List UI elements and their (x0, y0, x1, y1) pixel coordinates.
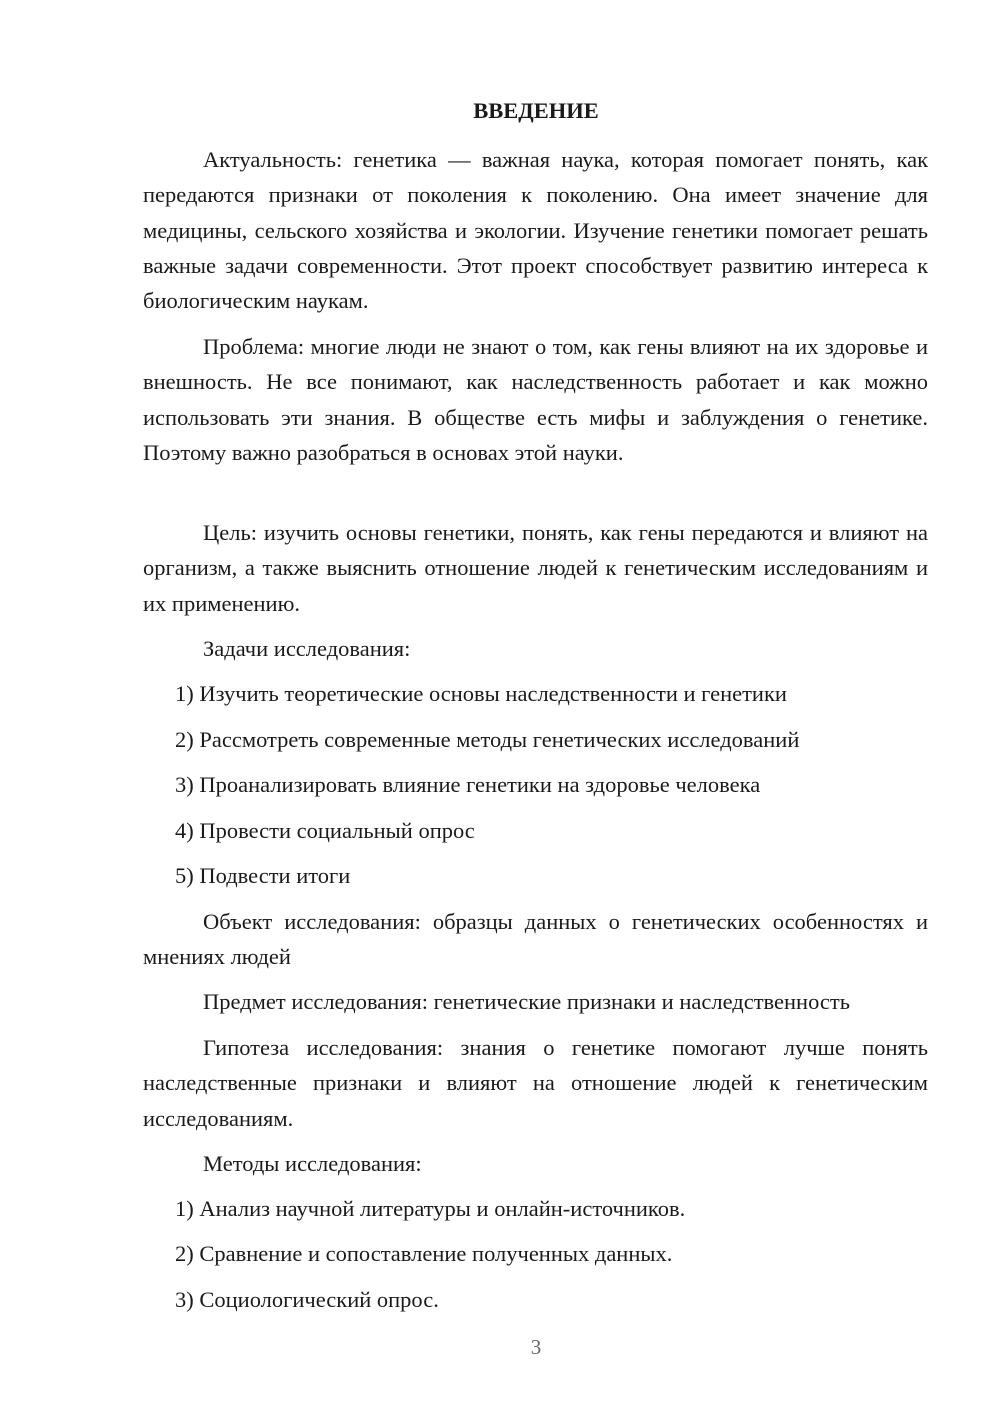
method-item-2: 2) Сравнение и сопоставление полученных данных. (175, 1241, 673, 1266)
section-title: ВВЕДЕНИЕ (473, 98, 599, 123)
tasks-heading: Задачи исследования: (203, 636, 411, 661)
task-item-4: 4) Провести социальный опрос (175, 818, 475, 843)
task-item-2: 2) Рассмотреть современные методы генетических исследований (175, 727, 800, 752)
task-item-3: 3) Проанализировать влияние генетики на здоровье человека (175, 772, 761, 797)
method-item-1: 1) Анализ научной литературы и онлайн-источников. (175, 1196, 686, 1221)
problem-paragraph: Проблема: многие люди не знают о том, как гены влияют на их здоровье и внешность. Не все понимают, как наследственность работает и как можно использовать эти знания. В обществе есть мифы и заблуждения о генетике. Поэтому важно разобраться в основах этой науки. (143, 334, 928, 465)
methods-heading: Методы исследования: (203, 1151, 422, 1176)
method-item-3: 3) Социологический опрос. (175, 1287, 439, 1312)
relevance-paragraph: Актуальность: генетика — важная наука, которая помогает понять, как передаются признаки от поколения к поколению. Она имеет значение для медицины, сельского хозяйства и экологии. Изучение генетики помогает решать важные задачи современности. Этот проект способствует развитию интереса к биологическим наукам. (143, 147, 928, 314)
hypothesis-paragraph: Гипотеза исследования: знания о генетике помогают лучше понять наследственные признаки и влияют на отношение людей к генетическим исследованиям. (143, 1035, 928, 1131)
subject-line: Предмет исследования: генетические признаки и наследственность (203, 989, 850, 1014)
task-item-5: 5) Подвести итоги (175, 863, 351, 888)
object-paragraph: Объект исследования: образцы данных о генетических особенностях и мнениях людей (143, 909, 928, 970)
page-number: 3 (530, 1335, 542, 1359)
task-item-1: 1) Изучить теоретические основы наследственности и генетики (175, 681, 787, 706)
goal-paragraph: Цель: изучить основы генетики, понять, как гены передаются и влияют на организм, а также выяснить отношение людей к генетическим исследованиям и их применению. (143, 520, 928, 616)
